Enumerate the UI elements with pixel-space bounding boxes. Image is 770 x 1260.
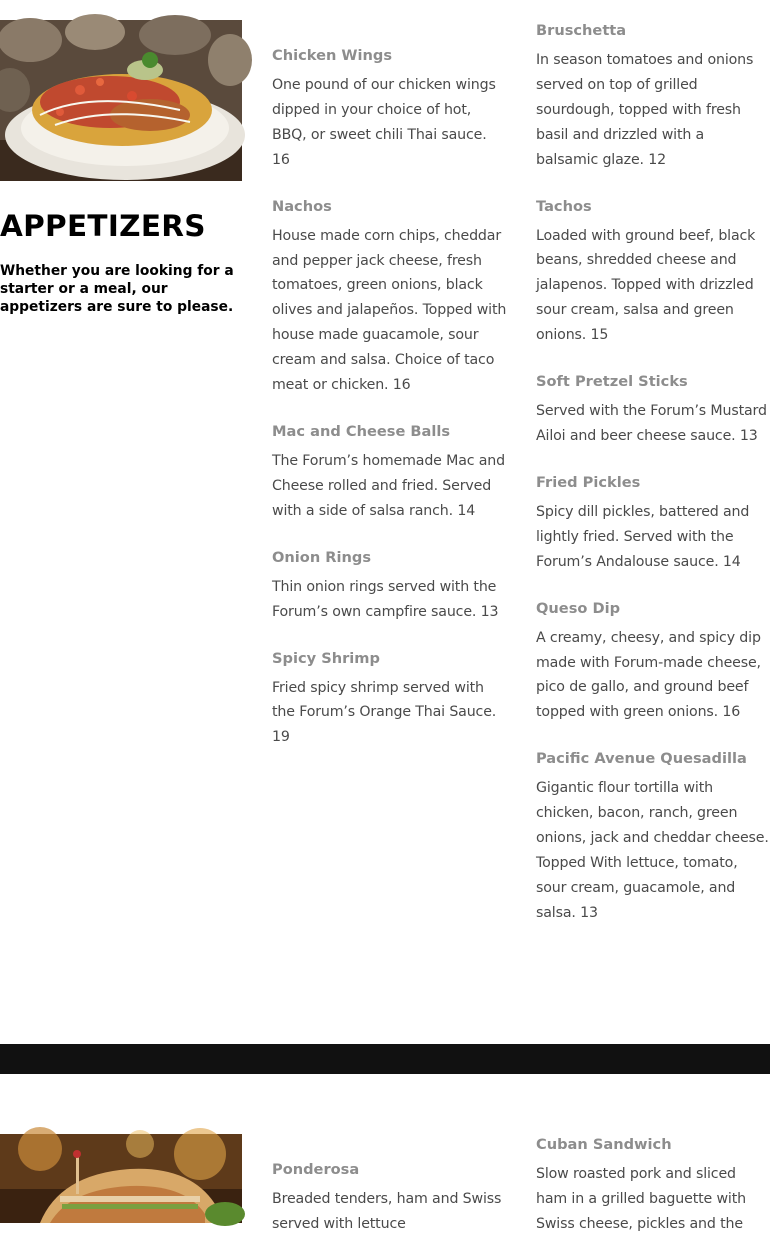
menu-item-name: Tachos (536, 197, 592, 215)
appetizers-menu-left (272, 45, 508, 773)
menu-item-description: In season tomatoes and onions served on top of grilled sourdough, topped with fresh basil and drizzled with a balsamic glaze. 12 (536, 52, 754, 168)
menu-item (536, 472, 770, 575)
menu-item-name: Mac and Cheese Balls (272, 422, 451, 440)
menu-item (536, 748, 770, 925)
menu-item-description: House made corn chips, cheddar and pepper jack cheese, fresh tomatoes, green onions, black olives and jalapeños. Topped with house made guacamole, sour cream and salsa. Choice of taco meat or chicken. 16 (272, 227, 507, 394)
sandwiches-menu-right (536, 1134, 770, 1260)
menu-item (272, 196, 508, 398)
sandwich-photo (0, 1134, 242, 1223)
appetizers-subtitle: Whether you are looking for a starter or a meal, our appetizers are sure to please. (0, 263, 234, 315)
menu-item (536, 20, 770, 173)
menu-item (536, 196, 770, 349)
menu-item-description: Breaded tenders, ham and Swiss served with lettuce (272, 1191, 502, 1232)
menu-item (272, 1159, 508, 1237)
menu-item (272, 547, 508, 625)
menu-item-description: The Forum’s homemade Mac and Cheese rolled and fried. Served with a side of salsa ranch. 14 (272, 452, 506, 519)
menu-item-name: Pacific Avenue Quesadilla (536, 750, 747, 768)
menu-item-name: Bruschetta (536, 22, 627, 39)
menu-item-description: A creamy, cheesy, and spicy dip made with Forum-made cheese, pico de gallo, and ground beef topped with green onions. 16 (536, 629, 761, 721)
menu-item-description: Served with the Forum’s Mustard Ailoi and beer cheese sauce. 13 (536, 403, 767, 444)
menu-item-description: Fried spicy shrimp served with the Forum’s Orange Thai Sauce. 19 (272, 679, 497, 746)
menu-item-name: Onion Rings (272, 548, 372, 566)
appetizers-title: APPETIZERS (0, 209, 206, 243)
menu-item-name: Fried Pickles (536, 473, 641, 491)
appetizers-menu-right (536, 20, 770, 949)
menu-item (272, 421, 508, 524)
menu-item-description: Thin onion rings served with the Forum’s own campfire sauce. 13 (272, 578, 499, 620)
menu-item (272, 648, 508, 751)
nachos-photo (0, 20, 242, 181)
menu-item-name: Cuban Sandwich (536, 1136, 672, 1153)
menu-item (536, 371, 770, 449)
sandwiches-menu-left (272, 1159, 508, 1260)
menu-item-name: Nachos (272, 197, 332, 215)
menu-item-description: Spicy dill pickles, battered and lightly fried. Served with the Forum’s Andalouse sauce. 14 (536, 503, 750, 570)
menu-item-name: Soft Pretzel Sticks (536, 373, 688, 391)
menu-item-description: One pound of our chicken wings dipped in your choice of hot, BBQ, or sweet chili Thai sauce. 16 (272, 77, 496, 168)
menu-item-name: Queso Dip (536, 599, 621, 617)
menu-item (272, 45, 508, 173)
menu-item-name: Ponderosa (272, 1161, 360, 1178)
menu-item (536, 598, 770, 726)
menu-item-name: Chicken Wings (272, 47, 393, 64)
menu-item-description: Gigantic flour tortilla with chicken, bacon, ranch, green onions, jack and cheddar cheese. Topped With lettuce, tomato, sour cream, guacamole, and salsa. 13 (536, 780, 769, 921)
menu-item-name: Spicy Shrimp (272, 649, 380, 667)
menu-item (536, 1134, 770, 1237)
section-divider (0, 1044, 770, 1074)
menu-item-description: Loaded with ground beef, black beans, shredded cheese and jalapenos. Topped with drizzled sour cream, salsa and green onions. 15 (536, 227, 756, 344)
menu-item-description: Slow roasted pork and sliced ham in a grilled baguette with Swiss cheese, pickles and the (536, 1166, 746, 1232)
